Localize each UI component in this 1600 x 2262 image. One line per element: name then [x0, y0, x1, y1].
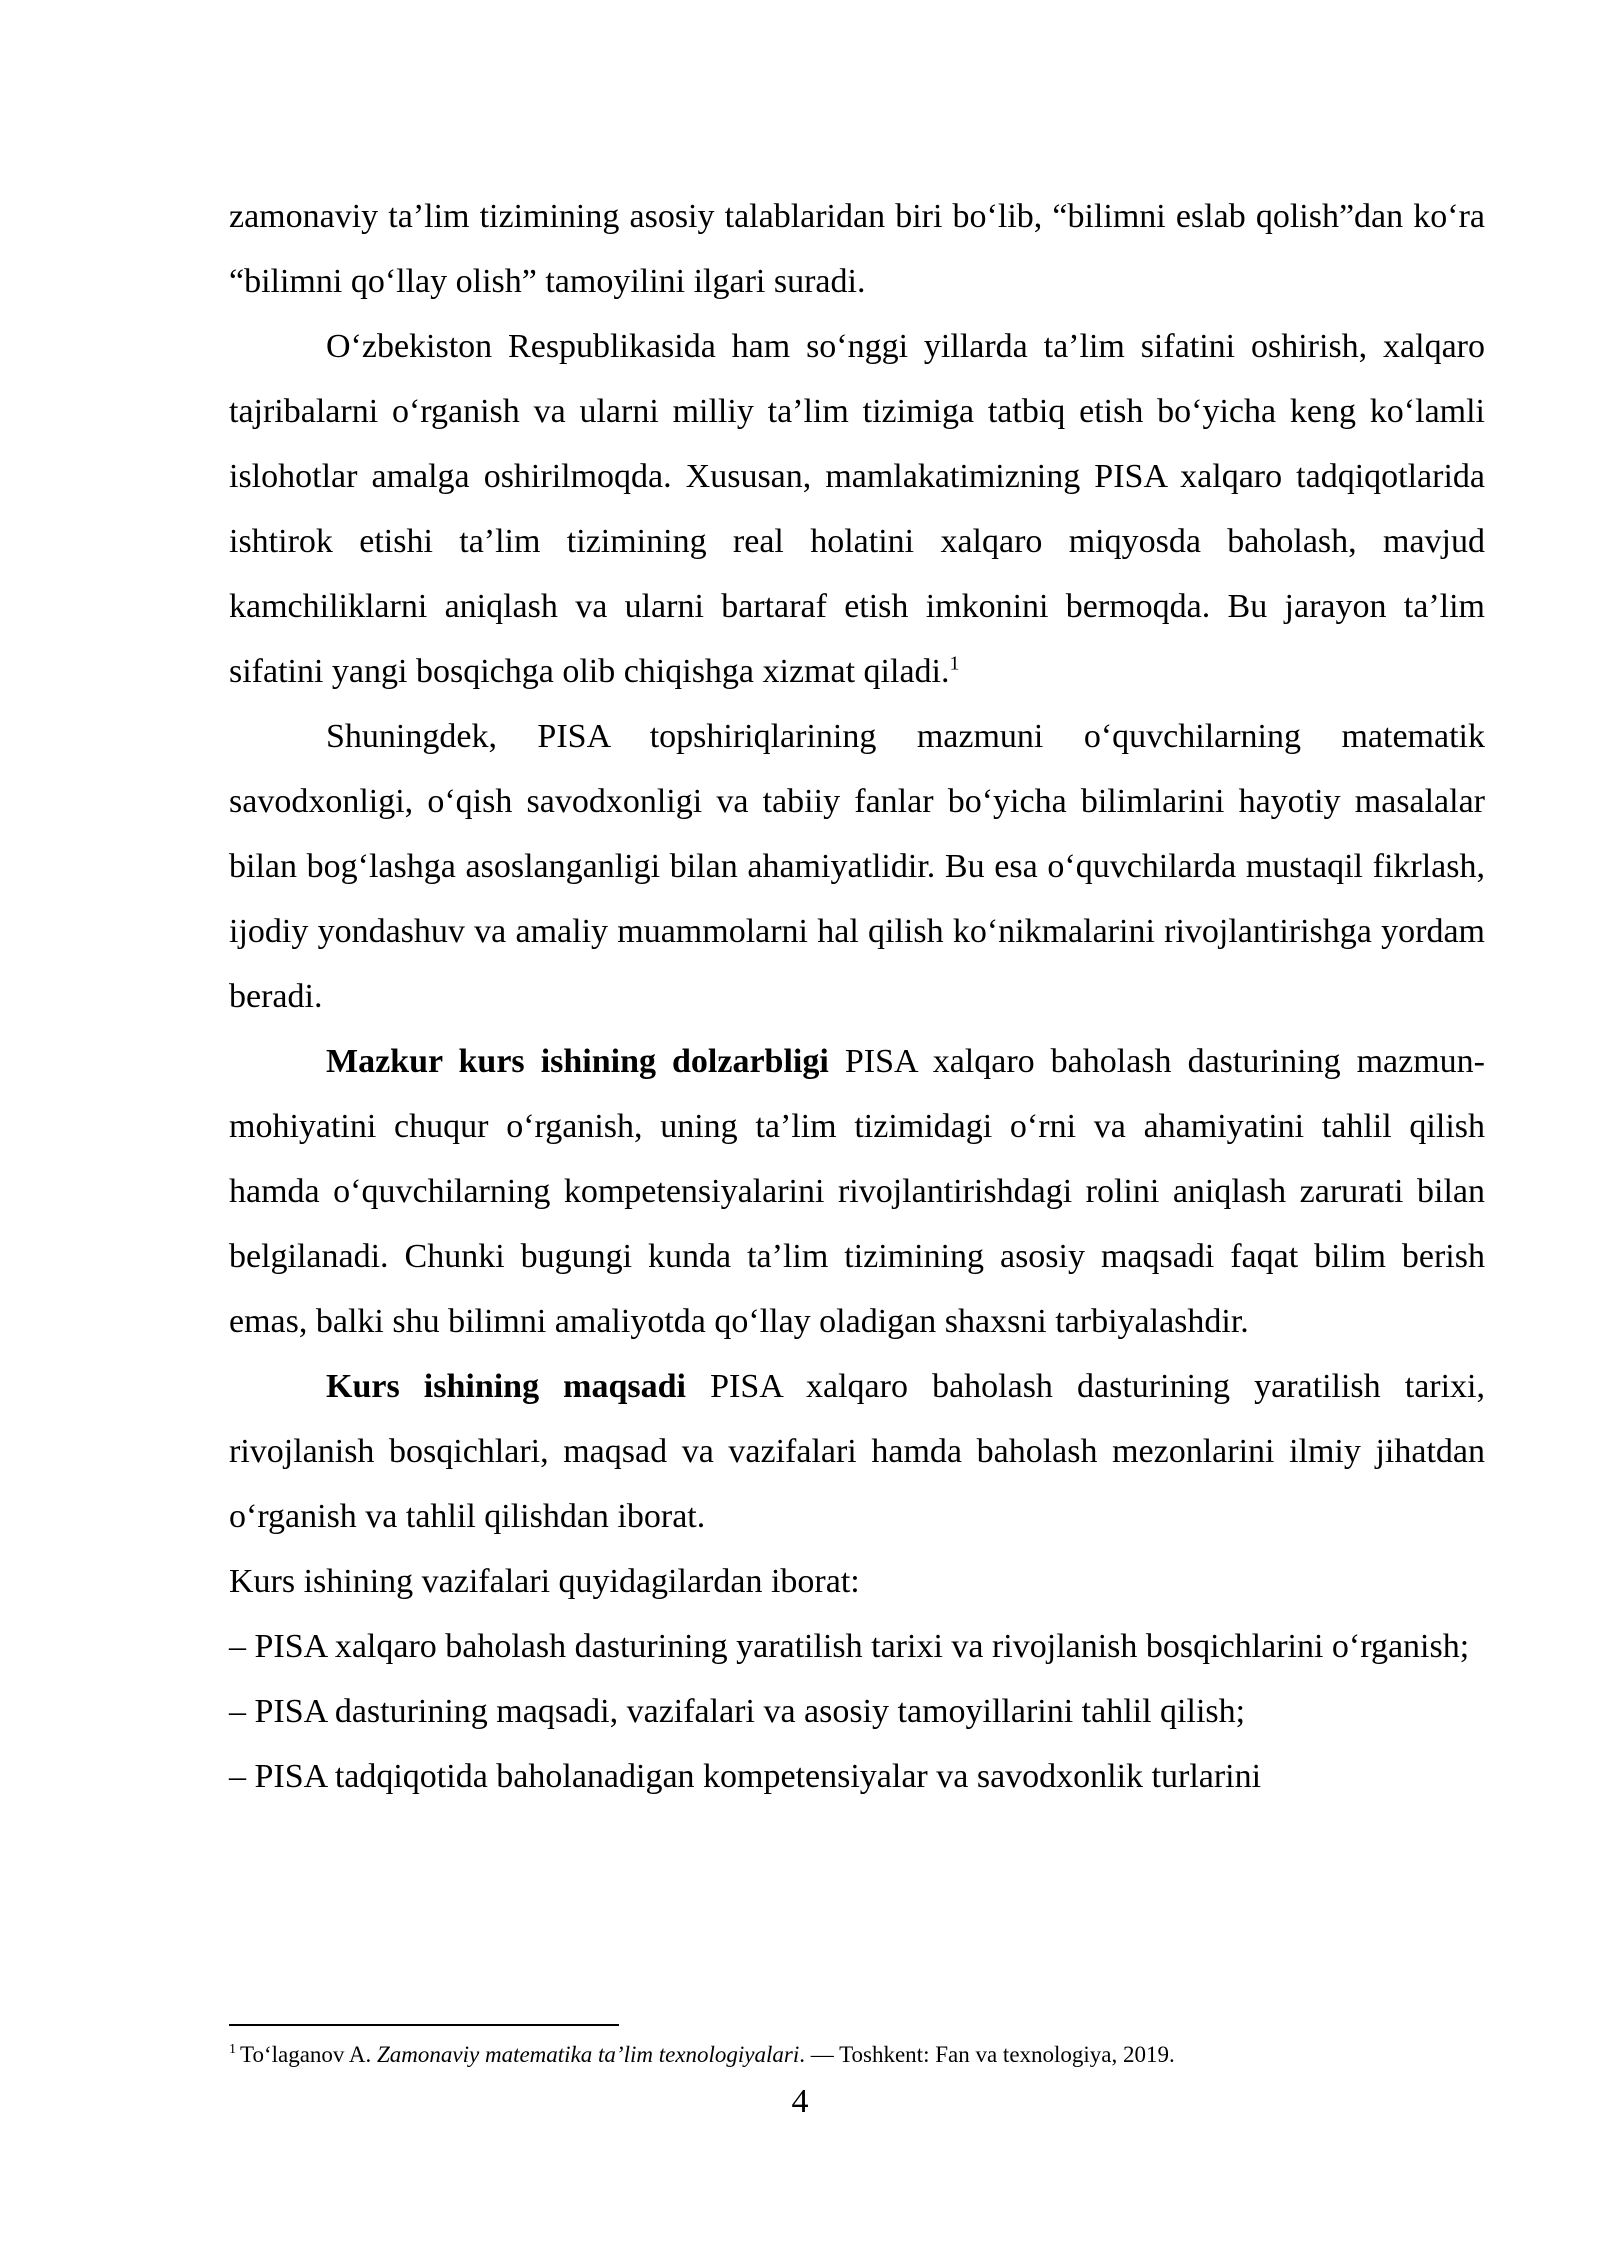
paragraph-3-text: Shuningdek, PISA topshiriqlarining mazmuni o‘quvchilarning matematik savodxonligi, o‘qish savodxonligi va tabiiy fanlar bo‘yicha bilimlarini hayotiy masalalar bilan bog‘lashga asoslanganligi bilan ahamiyatlidir. Bu esa o‘quvchilarda mustaqil fikrlash, ijodiy yondashuv va amaliy muammolarni hal qilish ko‘nikmalarini rivojlantirishga yordam beradi.: [229, 718, 1485, 1015]
paragraph-2: [229, 314, 1485, 704]
footnote: [229, 2040, 1489, 2070]
footnote-divider: [229, 2024, 619, 2026]
page-number: 4: [791, 2083, 809, 2120]
paragraph-3: [229, 704, 1485, 1029]
paragraph-relevance: [229, 1029, 1485, 1354]
page-body: [229, 184, 1485, 1809]
task-item-2: – PISA dasturining maqsadi, vazifalari va asosiy tamoyillarini tahlil qilish;: [229, 1693, 1246, 1730]
task-item-1: – PISA xalqaro baholash dasturining yaratilish tarixi va rivojlanish bosqichlarini o‘rganish;: [229, 1628, 1470, 1665]
paragraph-2-text: O‘zbekiston Respublikasida ham so‘nggi yillarda ta’lim sifatini oshirish, xalqaro tajribalarni o‘rganish va ularni milliy ta’lim tizimiga tatbiq etish bo‘yicha keng ko‘lamli islohotlar amalga oshirilmoqda. Xususan, mamlakatimizning PISA xalqaro tadqiqotlarida ishtirok etishi ta’lim tizimining real holatini xalqaro miqyosda baholash, mavjud kamchiliklarni aniqlash va ularni bartaraf etish imkonini bermoqda. Bu jarayon ta’lim sifatini yangi bosqichga olib chiqishga xizmat qiladi.: [229, 328, 1485, 690]
footnote-title: Zamonaviy matematika ta’lim texnologiyalari: [377, 2042, 800, 2067]
relevance-heading: Mazkur kurs ishining dolzarbligi: [326, 1043, 829, 1080]
tasks-heading: Kurs ishining vazifalari quyidagilardan iborat:: [229, 1563, 860, 1600]
paragraph-goal: [229, 1354, 1485, 1549]
paragraph-1-text: zamonaviy ta’lim tizimining asosiy talablaridan biri bo‘lib, “bilimni eslab qolish”dan ko‘ra “bilimni qo‘llay olish” tamoyilini ilgari suradi.: [229, 198, 1485, 300]
footnote-author: To‘laganov A.: [240, 2042, 378, 2067]
goal-text: PISA xalqaro baholash dasturining yaratilish tarixi, rivojlanish bosqichlari, maqsad va vazifalari hamda baholash mezonlarini ilmiy jihatdan o‘rganish va tahlil qilishdan iborat.: [229, 1368, 1485, 1535]
footnote-publisher: . — Toshkent: Fan va texnologiya, 2019.: [799, 2042, 1175, 2067]
task-item-3: – PISA tadqiqotida baholanadigan kompetensiyalar va savodxonlik turlarini: [229, 1758, 1262, 1795]
paragraph-1: [229, 184, 1485, 314]
footnote-mark: 1: [229, 2042, 236, 2058]
footnote-reference[interactable]: 1: [949, 652, 960, 675]
relevance-text: PISA xalqaro baholash dasturining mazmun-mohiyatini chuqur o‘rganish, uning ta’lim tizimidagi o‘rni va ahamiyatini tahlil qilish hamda o‘quvchilarning kompetensiyalarini rivojlantirishdagi rolini aniqlash zarurati bilan belgilanadi. Chunki bugungi kunda ta’lim tizimining asosiy maqsadi faqat bilim berish emas, balki shu bilimni amaliyotda qo‘llay oladigan shaxsni tarbiyalashdir.: [229, 1043, 1485, 1340]
goal-heading: Kurs ishining maqsadi: [326, 1368, 686, 1405]
